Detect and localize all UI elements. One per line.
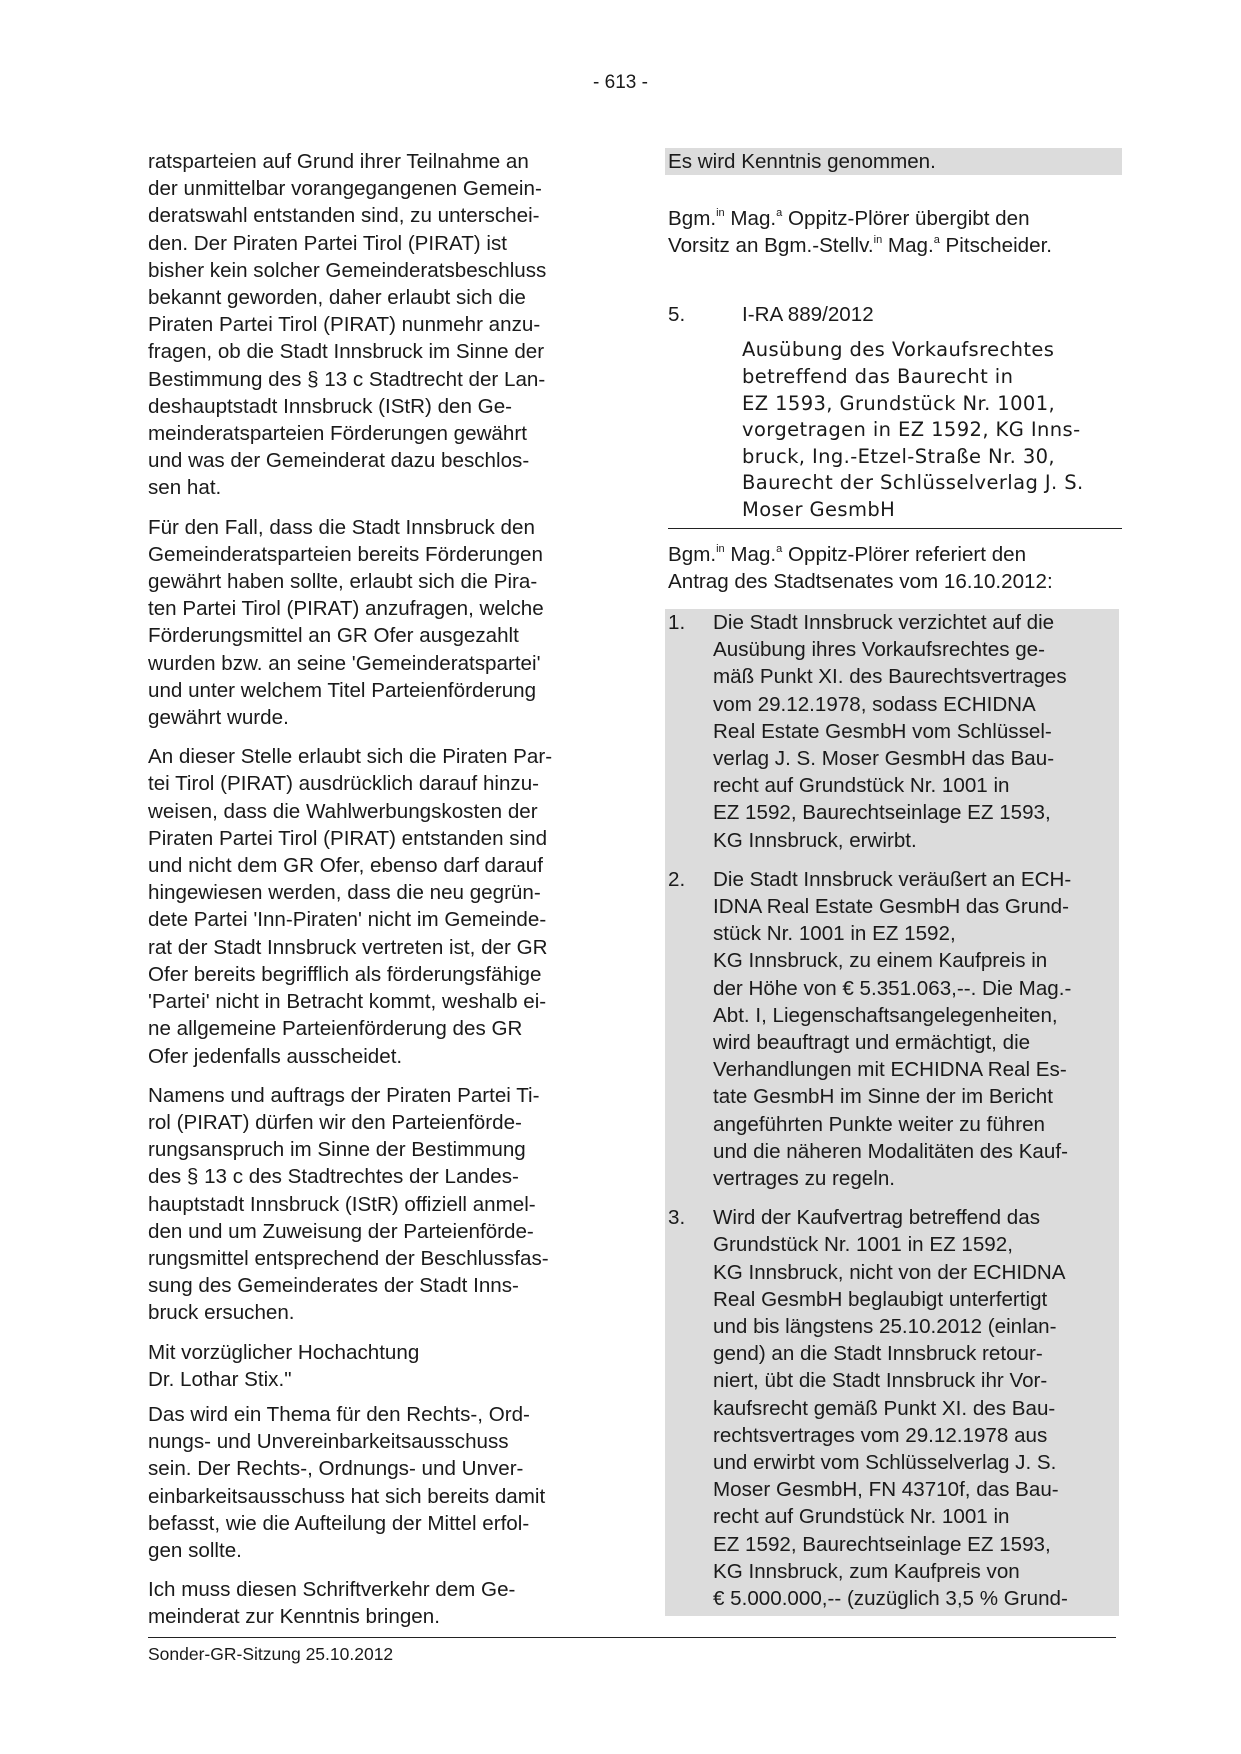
left-column — [148, 148, 598, 1643]
motion-number: 3. — [668, 1206, 686, 1230]
motion-text: Die Stadt Innsbruck veräußert an ECH- IDNA Real Estate GesmbH das Grund- stück Nr. 1001 in EZ 1592, KG Innsbruck, zu einem Kaufpreis in der Höhe von € 5.351.063,--. Die Mag.- Abt. I, Liegenschaftsangelegenheiten, wird beauftragt und ermächtigt, die Verhandlungen mit ECHIDNA Real Es- tate GesmbH im Sinne der im Bericht angeführten Punkte weiter zu führen und die näheren Modalitäten des Kauf- vertrages zu regeln. — [713, 867, 1072, 1191]
motion-text: Die Stadt Innsbruck verzichtet auf die Ausübung ihres Vorkaufsrechtes ge- mäß Punkt XI. des Baurechtsvertrages vom 29.12.1978, sodass ECHIDNA Real Estate GesmbH vom Schlüssel- verlag J. S. Moser GesmbH das Bau- recht auf Grundstück Nr. 1001 in EZ 1592, Baurechtseinlage EZ 1593, KG Innsbruck, erwirbt. — [713, 610, 1067, 852]
body-paragraph: An dieser Stelle erlaubt sich die Piraten Par- tei Tirol (PIRAT) ausdrücklich darauf hinzu- weisen, dass die Wahlwerbungskosten der Piraten Partei Tirol (PIRAT) entstanden sind und nicht dem GR Ofer, ebenso darf darauf hingewiesen werden, dass die neu gegrün- dete Partei 'Inn-Piraten' nicht im Gemeinde- rat der Stadt Innsbruck vertreten ist, der GR Ofer bereits begrifflich als förderungsfähige 'Partei' nicht in Betracht kommt, weshalb ei- ne allgemeine Parteienförderung des GR Ofer jedenfalls ausscheidet. — [148, 745, 553, 1068]
motion-item — [665, 609, 1119, 866]
motion-number: 1. — [668, 610, 686, 634]
agenda-item-title: Ausübung des Vorkaufsrechtes betreffend das Baurecht in EZ 1593, Grundstück Nr. 1001, vorgetragen in EZ 1592, KG Inns- bruck, Ing.-Etzel-Straße Nr. 30, Baurecht der Schlüsselverlag J. S. Moser GesmbH — [742, 338, 1084, 521]
motion-list — [665, 609, 1119, 1616]
chair-handover: Bgm.$^{in}$ Mag.$^a$ Oppitz-Plörer übergibt den Vorsitz an Bgm.-Stellv.$^{in}$ Mag.$^a$ Pitscheider. — [668, 207, 1053, 258]
footer-divider — [148, 1637, 1116, 1638]
divider — [668, 528, 1122, 529]
motion-item — [665, 1204, 1119, 1616]
motion-number: 2. — [668, 867, 686, 891]
kenntnis-statement: Es wird Kenntnis genommen. — [665, 148, 1122, 175]
body-paragraph: Das wird ein Thema für den Rechts-, Ord- nungs- und Unvereinbarkeitsausschuss sein. Der Rechts-, Ordnungs- und Unver- einbarkeitsausschuss hat sich bereits damit befasst, wie die Aufteilung der Mittel erfol- gen sollte. — [148, 1402, 546, 1562]
signature-paragraph: Mit vorzüglicher Hochachtung Dr. Lothar Stix." — [148, 1340, 420, 1391]
body-paragraph: ratsparteien auf Grund ihrer Teilnahme an der unmittelbar vorangegangenen Gemein- deratswahl entstanden sind, zu unterschei- den. Der Piraten Partei Tirol (PIRAT) ist bisher kein solcher Gemeinderatsbeschluss bekannt geworden, daher erlaubt sich die Piraten Partei Tirol (PIRAT) nunmehr anzu- fragen, ob die Stadt Innsbruck im Sinne der Bestimmung des § 13 c Stadtrecht der Lan- deshauptstadt Innsbruck (IStR) den Ge- meinderatsparteien Förderungen gewährt und was der Gemeinderat dazu beschlos- sen hat. — [148, 150, 547, 500]
report-intro: Bgm.$^{in}$ Mag.$^a$ Oppitz-Plörer referiert den Antrag des Stadtsenates vom 16.10.2012: — [668, 542, 1053, 593]
agenda-item-code: I-RA 889/2012 — [742, 303, 874, 327]
body-paragraph: Für den Fall, dass die Stadt Innsbruck den Gemeinderatsparteien bereits Förderungen gewährt haben sollte, erlaubt sich die Pira- ten Partei Tirol (PIRAT) anzufragen, welche Förderungsmittel an GR Ofer ausgezahlt wurden bzw. an seine 'Gemeinderatspartei' und unter welchem Titel Parteienförderung gewährt wurde. — [148, 515, 544, 730]
body-paragraph: Namens und auftrags der Piraten Partei Ti- rol (PIRAT) dürfen wir den Parteienförde- rungsanspruch im Sinne der Bestimmung des § 13 c des Stadtrechtes der Landes- hauptstadt Innsbruck (IStR) offiziell anmel- den und um Zuweisung der Parteienförde- rungsmittel entsprechend der Beschlussfas- sung des Gemeinderates der Stadt Inns- bruck ersuchen. — [148, 1083, 549, 1325]
agenda-item-header — [668, 301, 1118, 329]
footer-session-label: Sonder-GR-Sitzung 25.10.2012 — [148, 1644, 394, 1664]
page-number: - 613 - — [593, 72, 648, 93]
body-paragraph: Ich muss diesen Schriftverkehr dem Ge- meinderat zur Kenntnis bringen. — [148, 1578, 516, 1629]
motion-text: Wird der Kaufvertrag betreffend das Grundstück Nr. 1001 in EZ 1592, KG Innsbruck, nicht von der ECHIDNA Real GesmbH beglaubigt unterfertigt und bis längstens 25.10.2012 (einlan- gend) an die Stadt Innsbruck retour- niert, übt die Stadt Innsbruck ihr Vor- kaufsrecht gemäß Punkt XI. des Bau- rechtsvertrages vom 29.12.1978 aus und erwirbt vom Schlüsselverlag J. S. Moser GesmbH, FN 43710f, das Bau- recht auf Grundstück Nr. 1001 in EZ 1592, Baurechtseinlage EZ 1593, KG Innsbruck, zum Kaufpreis von € 5.000.000,-- (zuzüglich 3,5 % Grund- — [713, 1206, 1068, 1611]
right-column — [668, 148, 1118, 1616]
motion-item — [665, 866, 1119, 1204]
agenda-item-number: 5. — [668, 303, 686, 327]
